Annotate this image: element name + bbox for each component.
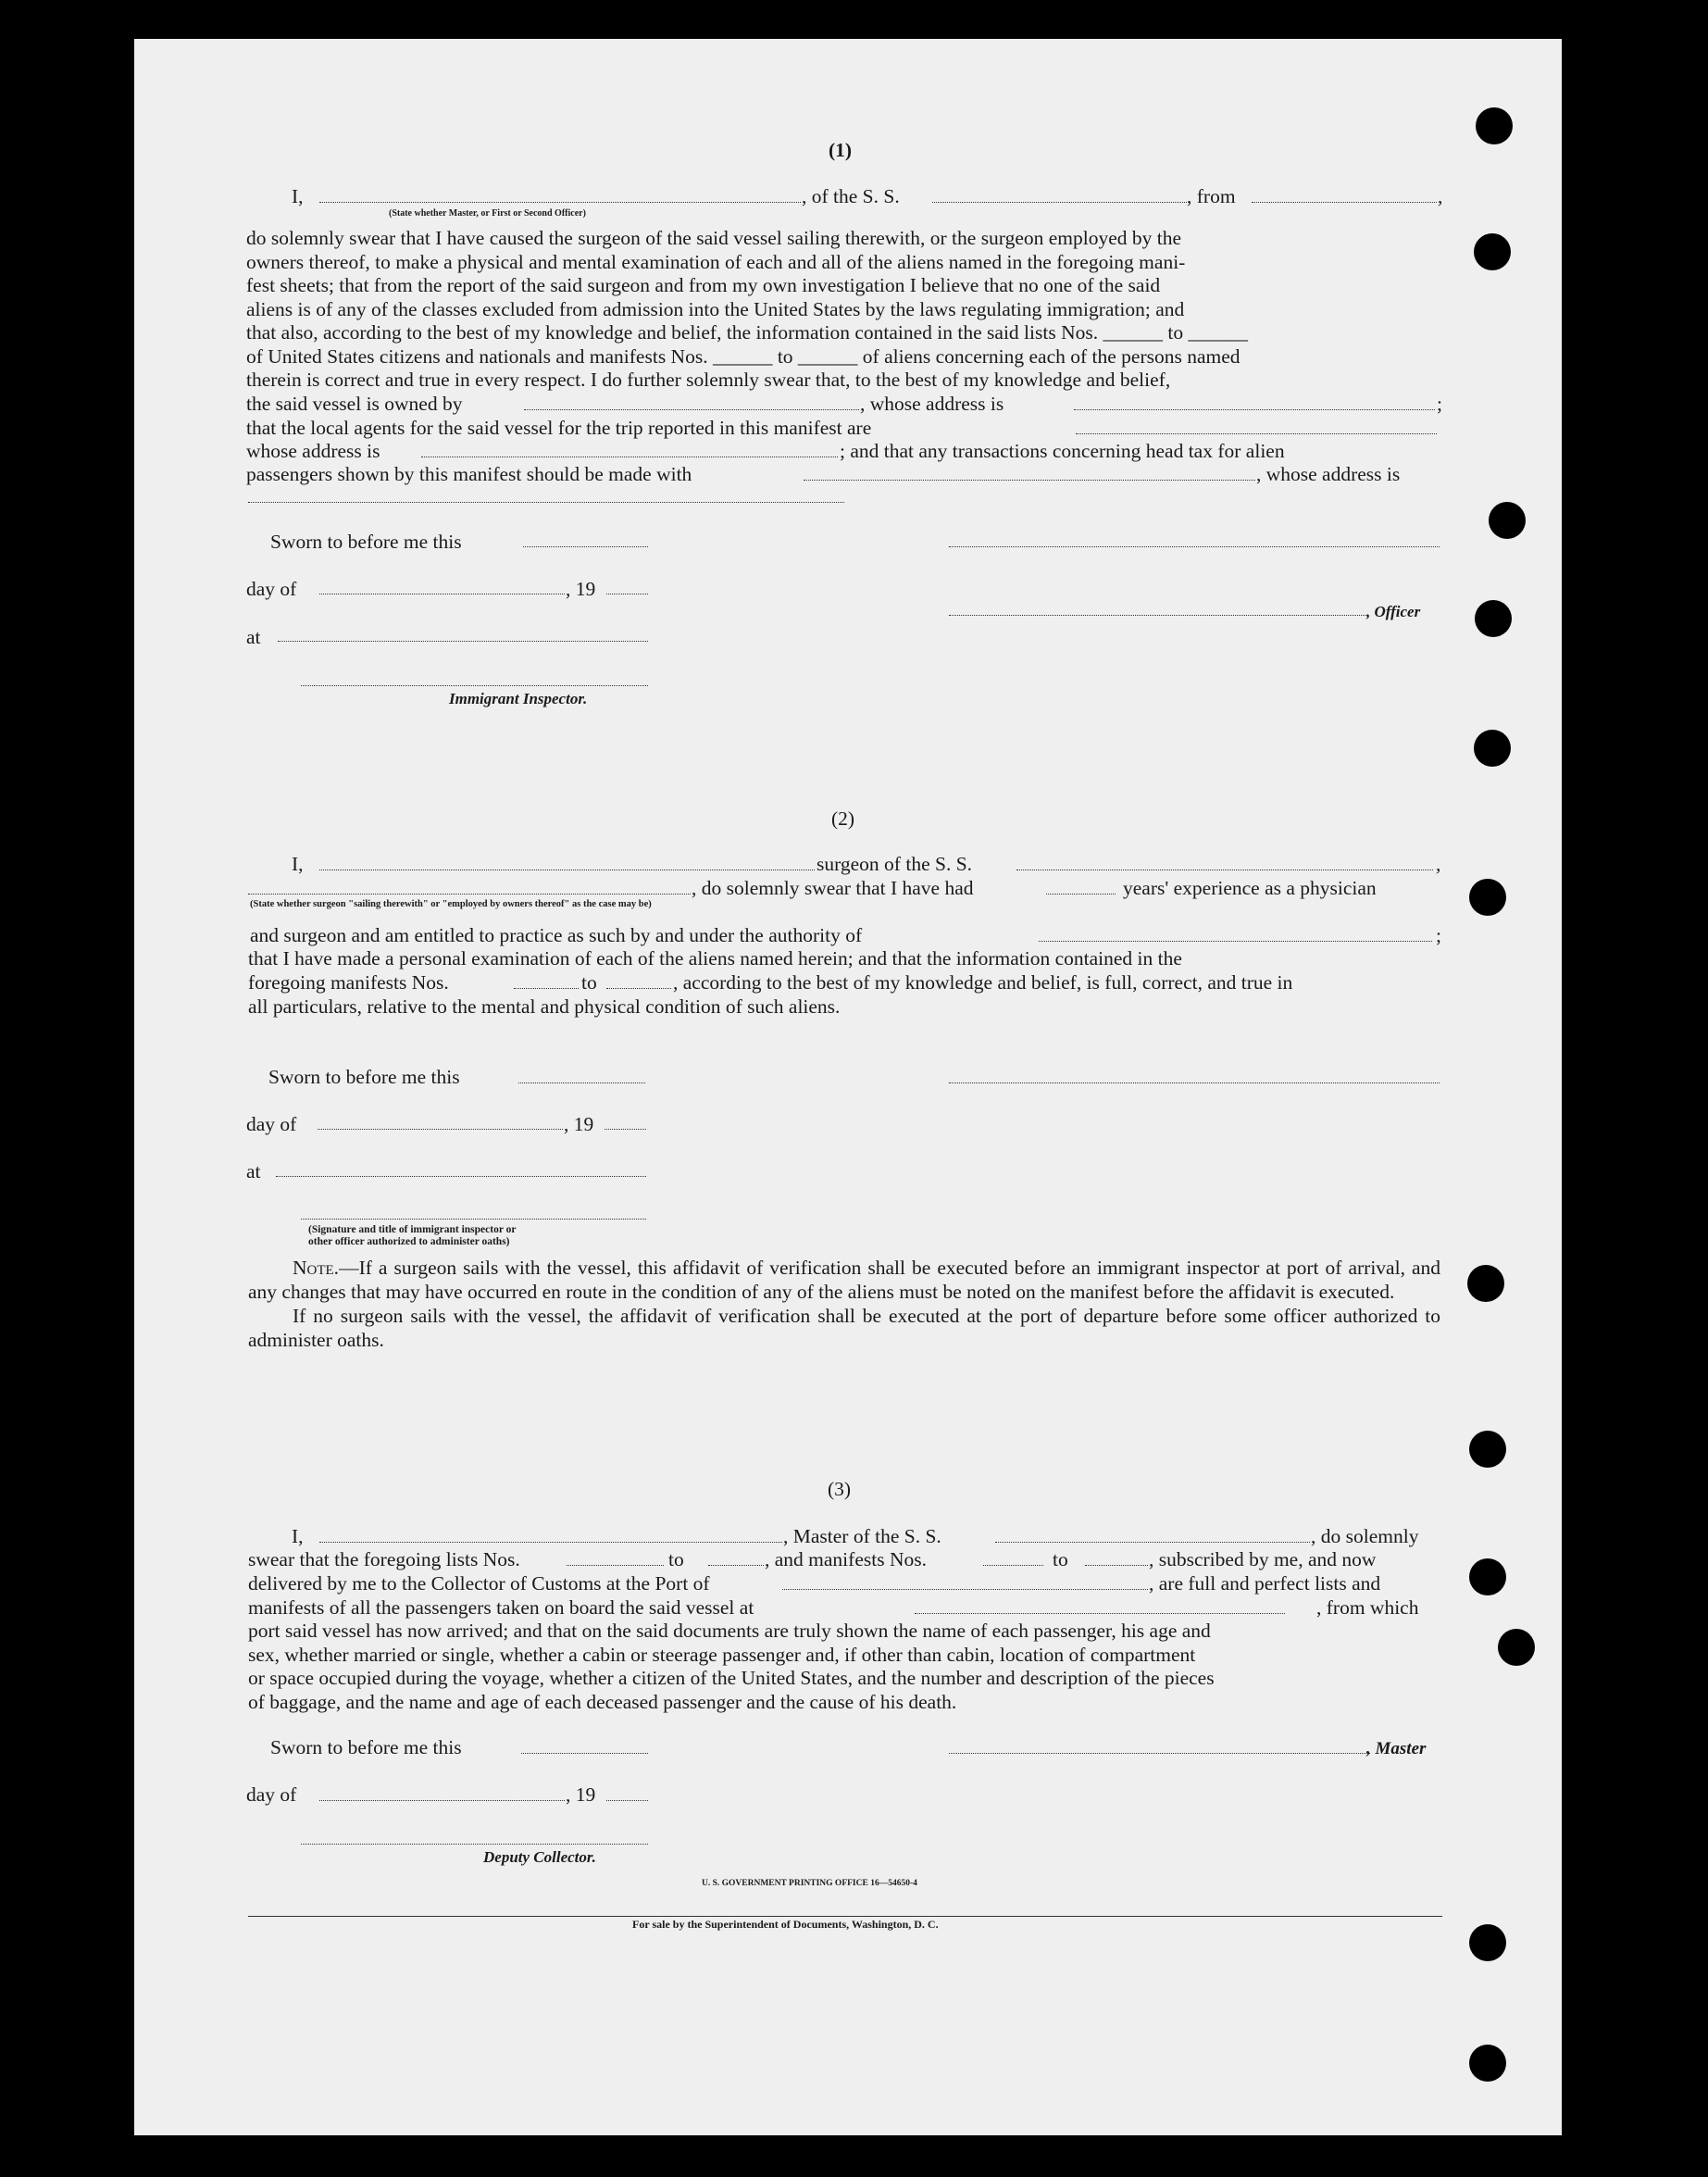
owner-address-field[interactable] <box>1074 409 1435 410</box>
surgeon-of-ss-label: surgeon of the S. S. <box>817 853 973 875</box>
subscribed-text: , subscribed by me, and now <box>1149 1548 1377 1570</box>
best-knowledge-text: , according to the best of my knowledge and belief, is full, correct, and true in <box>673 971 1293 994</box>
day-of-label: day of <box>246 578 297 600</box>
surgeon-status-field[interactable] <box>248 894 691 895</box>
oath-1-body <box>246 227 1442 393</box>
month-field[interactable] <box>319 1800 565 1801</box>
taken-aboard-text: manifests of all the passengers taken on board the said vessel at <box>248 1596 754 1619</box>
year-field[interactable] <box>605 1129 646 1130</box>
contact-address-field[interactable] <box>248 502 844 503</box>
officer-label: , Officer <box>1366 603 1421 620</box>
contact-address-label: , whose address is <box>1256 463 1401 485</box>
years-experience-field[interactable] <box>1046 894 1116 895</box>
sworn-day-field[interactable] <box>521 1753 648 1754</box>
master-vessel-field[interactable] <box>995 1542 1310 1543</box>
local-agents-field[interactable] <box>1076 433 1437 434</box>
oath-3-line: or space occupied during the voyage, whether a citizen of the United States, and the number and description of the pieces <box>248 1667 1215 1689</box>
officer-name-field[interactable] <box>319 202 801 203</box>
passengers-label: passengers shown by this manifest should be made with <box>246 463 692 485</box>
year-field[interactable] <box>606 1800 648 1801</box>
authority-text: and surgeon and am entitled to practice as such by and under the authority of <box>250 924 863 946</box>
punch-hole <box>1498 1629 1535 1666</box>
punch-hole <box>1469 1924 1506 1961</box>
master-name-field[interactable] <box>319 1542 782 1543</box>
of-ss-label: , of the S. S. <box>802 185 900 207</box>
deputy-signature-line[interactable] <box>301 1844 648 1845</box>
at-label: at <box>246 626 261 648</box>
lists-label: swear that the foregoing lists Nos. <box>248 1548 520 1570</box>
lists-from-field[interactable] <box>567 1565 664 1566</box>
surgeon-signature-field[interactable] <box>949 1082 1440 1083</box>
sworn-day-field[interactable] <box>523 546 648 547</box>
oath-1-line: of United States citizens and nationals and manifests Nos. ______ to ______ of aliens concerning each of the persons named <box>246 344 1240 368</box>
port-field[interactable] <box>782 1589 1148 1590</box>
note-text: —If a surgeon sails with the vessel, this affidavit of verification shall be executed before an immigrant inspector at port of arrival, and any changes that may have occurred en route in the condition of any of the aliens must be noted on the manifest before the affidavit is executed. <box>248 1257 1440 1303</box>
note-label: Note. <box>293 1257 340 1279</box>
year-prefix: , 19 <box>566 1783 596 1806</box>
section-2-number: (2) <box>831 807 855 830</box>
oath-3-opening-i: I, <box>292 1525 304 1547</box>
particulars-text: all particulars, relative to the mental and physical condition of such aliens. <box>248 995 841 1018</box>
collector-text: delivered by me to the Collector of Customs at the Port of <box>248 1572 710 1595</box>
deputy-collector-title: Deputy Collector. <box>483 1848 596 1866</box>
years-experience-text: years' experience as a physician <box>1123 877 1377 899</box>
printing-office-imprint: U. S. GOVERNMENT PRINTING OFFICE 16—54650-4 <box>702 1879 917 1888</box>
oath-1-line: therein is correct and true in every respect. I do further solemnly swear that, to the best of my knowledge and belief, <box>246 369 1171 391</box>
manifest-to-field[interactable] <box>606 988 671 989</box>
footer-rule <box>248 1916 1442 1917</box>
from-which-text: , from which <box>1316 1596 1419 1619</box>
oath-1-line: aliens is of any of the classes excluded from admission into the United States by the laws regulating immigration; and <box>246 297 1185 320</box>
lists-to-field[interactable] <box>708 1565 764 1566</box>
oath-1-line: that also, according to the best of my knowledge and belief, the information contained in the said lists Nos. ______ to ______ <box>246 321 1248 344</box>
section-3-number: (3) <box>828 1478 852 1500</box>
punch-hole <box>1469 2045 1506 2082</box>
punch-hole <box>1469 1431 1506 1468</box>
semicolon: ; <box>1437 393 1442 415</box>
signature-hint: other officer authorized to administer oaths) <box>308 1236 510 1247</box>
place-field[interactable] <box>278 641 648 642</box>
oath-3-body <box>248 1620 1442 1714</box>
local-agents-label: that the local agents for the said vessel for the trip reported in this manifest are <box>246 417 872 439</box>
officer-rank-hint: (State whether Master, or First or Second Officer) <box>389 208 586 219</box>
comma: , <box>1438 185 1443 207</box>
sworn-label: Sworn to before me this <box>268 1066 460 1088</box>
to-label: to <box>581 971 597 994</box>
from-label: , from <box>1187 185 1236 207</box>
departure-port-field[interactable] <box>915 1613 1285 1614</box>
oath-1-line: owners thereof, to make a physical and mental examination of each and all of the aliens named in the foregoing mani- <box>246 250 1186 273</box>
punch-hole <box>1469 879 1506 916</box>
oath-3-line: sex, whether married or single, whether a cabin or steerage passenger and, if other than cabin, location of compartment <box>248 1643 1196 1666</box>
owned-by-label: the said vessel is owned by <box>246 393 463 415</box>
sworn-label: Sworn to before me this <box>270 1736 462 1758</box>
oath-1-line: fest sheets; that from the report of the said surgeon and from my own investigation I believe that no one of the said <box>246 274 1161 296</box>
to-label: to <box>668 1548 684 1570</box>
head-tax-contact-field[interactable] <box>804 480 1255 481</box>
month-field[interactable] <box>318 1129 563 1130</box>
punch-hole <box>1467 1265 1504 1302</box>
note-text-2: If no surgeon sails with the vessel, the affidavit of verification shall be executed at the port of departure before some officer authorized to administer oaths. <box>248 1305 1440 1351</box>
punch-hole <box>1476 107 1513 144</box>
semicolon: ; <box>1436 924 1441 946</box>
master-label: , Master <box>1366 1739 1427 1758</box>
vessel-name-field[interactable] <box>932 202 1187 203</box>
note-block <box>248 1257 1440 1352</box>
officer-signature-field[interactable] <box>949 546 1440 547</box>
manifests-label: , and manifests Nos. <box>765 1548 927 1570</box>
from-port-field[interactable] <box>1252 202 1437 203</box>
at-label: at <box>246 1160 261 1182</box>
place-field[interactable] <box>276 1176 646 1177</box>
solemnly-swear-text: , do solemnly swear that I have had <box>692 877 974 899</box>
officer-title-field[interactable] <box>949 615 1365 616</box>
year-prefix: , 19 <box>566 578 596 600</box>
head-tax-text: ; and that any transactions concerning head tax for alien <box>840 440 1285 462</box>
punch-hole <box>1474 233 1511 270</box>
master-signature-field[interactable] <box>949 1753 1370 1754</box>
inspector-title: Immigrant Inspector. <box>449 690 588 707</box>
punch-hole <box>1489 502 1526 539</box>
punch-hole <box>1474 730 1511 767</box>
sworn-day-field[interactable] <box>518 1082 645 1083</box>
inspector-signature-line[interactable] <box>301 685 648 686</box>
owner-field[interactable] <box>524 409 859 410</box>
manifests-to-field[interactable] <box>1085 1565 1148 1566</box>
inspector-signature-line[interactable] <box>301 1219 646 1220</box>
agents-address-label: whose address is <box>246 440 380 462</box>
oath-2-opening-i: I, <box>292 853 304 875</box>
punch-hole <box>1475 600 1512 637</box>
to-label: to <box>1053 1548 1068 1570</box>
day-of-label: day of <box>246 1783 297 1806</box>
day-of-label: day of <box>246 1113 297 1135</box>
full-lists-text: , are full and perfect lists and <box>1149 1572 1381 1595</box>
solemnly-text: , do solemnly <box>1311 1525 1419 1547</box>
examination-text: that I have made a personal examination of each of the aliens named herein; and that the information contained in the <box>248 947 1182 970</box>
master-of-ss-label: , Master of the S. S. <box>783 1525 941 1547</box>
oath-3-line: of baggage, and the name and age of each deceased passenger and the cause of his death. <box>248 1690 957 1713</box>
oath-3-line: port said vessel has now arrived; and that on the said documents are truly shown the name of each passenger, his age and <box>248 1620 1211 1642</box>
section-1-number: (1) <box>829 139 853 161</box>
oath-1-line: do solemnly swear that I have caused the surgeon of the said vessel sailing therewith, or the surgeon employed by the <box>246 227 1182 249</box>
comma: , <box>1436 853 1441 875</box>
signature-hint: (Signature and title of immigrant inspector or <box>308 1224 517 1235</box>
surgeon-status-hint: (State whether surgeon "sailing therewith" or "employed by owners thereof" as the case may be) <box>250 899 652 909</box>
punch-hole <box>1469 1558 1506 1595</box>
manifest-from-field[interactable] <box>514 988 579 989</box>
sworn-label: Sworn to before me this <box>270 531 462 553</box>
manifests-from-field[interactable] <box>983 1565 1043 1566</box>
manifests-label: foregoing manifests Nos. <box>248 971 449 994</box>
year-prefix: , 19 <box>564 1113 594 1135</box>
authority-field[interactable] <box>1039 941 1432 942</box>
owner-address-label: , whose address is <box>860 393 1004 415</box>
sale-notice: For sale by the Superintendent of Documents, Washington, D. C. <box>632 1918 939 1931</box>
oath-1-opening-i: I, <box>292 185 304 207</box>
